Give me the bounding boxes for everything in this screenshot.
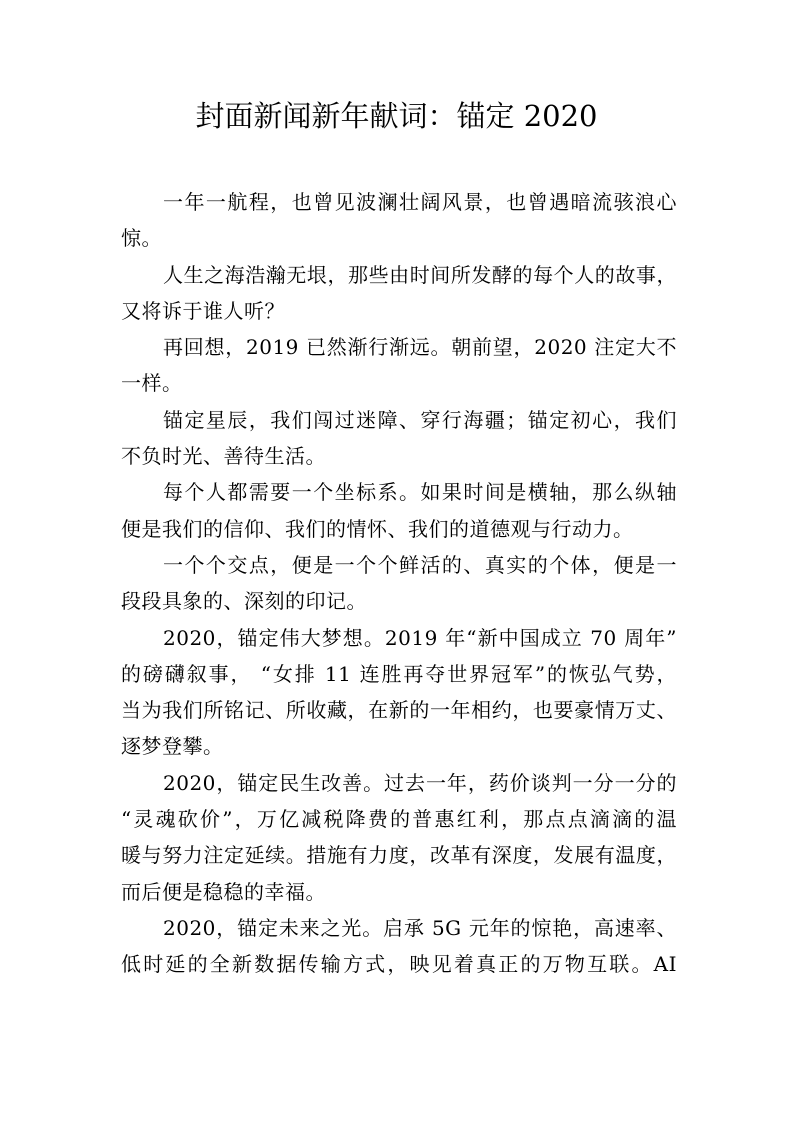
paragraph-line: 暖与努力注定延续。措施有力度，改革有深度，发展有温度，	[121, 843, 677, 868]
paragraph-line: 当为我们所铭记、所收藏，在新的一年相约，也要豪情万丈、	[121, 698, 677, 723]
paragraph-line: 锚定星辰，我们闯过迷障、穿行海疆；锚定初心，我们	[163, 407, 677, 432]
paragraph-line: 又将诉于谁人听？	[121, 298, 285, 323]
paragraph-line: 人生之海浩瀚无垠，那些由时间所发酵的每个人的故事，	[163, 262, 677, 287]
paragraph-line: 一样。	[121, 371, 183, 396]
paragraph-line: 便是我们的信仰、我们的情怀、我们的道德观与行动力。	[121, 516, 634, 541]
document-title: 封面新闻新年献词：锚定 2020	[195, 99, 598, 133]
paragraph-line: 2020，锚定未来之光。启承 5G 元年的惊艳，高速率、	[163, 915, 677, 940]
paragraph-line: 2020，锚定民生改善。过去一年，药价谈判一分一分的	[163, 770, 677, 795]
paragraph-line: 不负时光、善待生活。	[121, 444, 326, 469]
paragraph-line: 2020，锚定伟大梦想。2019 年“新中国成立 70 周年”	[163, 625, 677, 650]
paragraph-line: 每个人都需要一个坐标系。如果时间是横轴，那么纵轴	[163, 480, 677, 505]
paragraph-line: 低时延的全新数据传输方式，映见着真正的万物互联。AI	[121, 952, 677, 977]
paragraph-line: 惊。	[121, 226, 162, 251]
paragraph-line: 一年一航程，也曾见波澜壮阔风景，也曾遇暗流骇浪心	[163, 190, 677, 214]
paragraph-line: 段段具象的、深刻的印记。	[121, 589, 367, 614]
paragraph-line: 而后便是稳稳的幸福。	[121, 879, 326, 904]
paragraph-line: 再回想，2019 已然渐行渐远。朝前望，2020 注定大不	[163, 335, 677, 360]
paragraph-line: 的磅礴叙事， “女排 11 连胜再夺世界冠军”的恢弘气势，	[121, 661, 677, 686]
paragraph-line: 一个个交点，便是一个个鲜活的、真实的个体，便是一	[163, 552, 677, 577]
document-body	[121, 184, 677, 983]
paragraph-line: 逐梦登攀。	[121, 734, 224, 759]
paragraph-line: “灵魂砍价”，万亿减税降费的普惠红利，那点点滴滴的温	[121, 807, 677, 832]
